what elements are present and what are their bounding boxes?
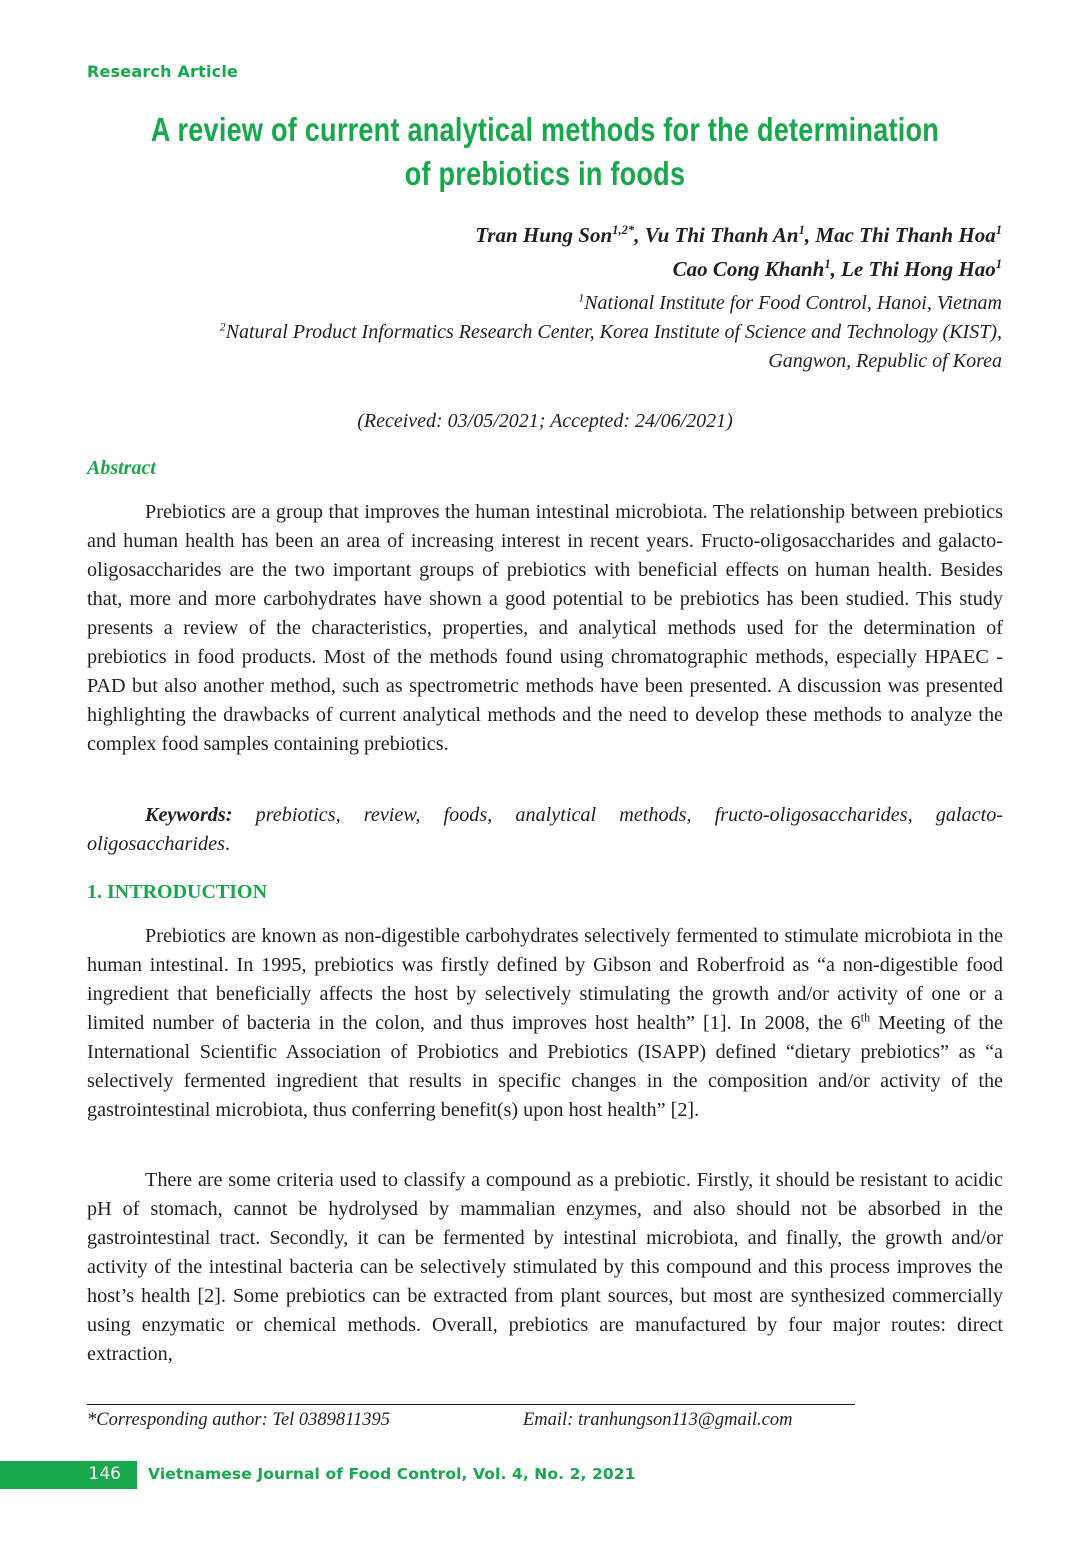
ordinal-sup: th [860, 1010, 871, 1025]
article-type-label: Research Article [87, 62, 239, 81]
keywords-paragraph [87, 801, 1003, 859]
journal-citation: Vietnamese Journal of Food Control, Vol. 4, No. 2, 2021 [148, 1465, 636, 1483]
footnote-divider [87, 1404, 855, 1405]
author-list [42, 218, 1002, 286]
author-line-1: Tran Hung Son$^{1,2*}$, Vu Thi Thanh An$^1$, Mac Thi Thanh Hoa$^1$ [475, 223, 1002, 247]
author-affil-sup: 1 [995, 257, 1002, 271]
affil-text: Natural Product Informatics Research Center, Korea Institute of Science and Technology (KIST), [225, 321, 1002, 343]
author-name: Mac Thi Thanh Hoa [815, 223, 996, 247]
paragraph [87, 922, 1003, 1125]
abstract-heading: Abstract [87, 457, 156, 479]
keywords-list: prebiotics, review, foods, analytical methods, fructo-oligosaccharides, galacto-oligosaccharides [87, 804, 1004, 855]
abstract-body [87, 498, 1003, 759]
author-affil-sup: 1 [798, 223, 805, 237]
article-title [147, 108, 942, 196]
page-number-bar [0, 1461, 137, 1489]
keywords-label: Keywords: [145, 804, 233, 826]
author-line-2: Cao Cong Khanh$^1$, Le Thi Hong Hao$^1$ [672, 257, 1002, 281]
author-affil-sup: 1 [995, 223, 1002, 237]
paragraph: There are some criteria used to classify a compound as a prebiotic. Firstly, it should be resistant to acidic pH of stomach, cannot be hydrolysed by mammalian enzymes, and also should not be absorbed in the gastrointestinal tract. Secondly, it can be fermented by intestinal microbiota, and finally, the growth and/or activity of the intestinal bacteria can be selectively stimulated by this compound and this process improves the host’s health [2]. Some prebiotics can be extracted from plant sources, but most are synthesized commercially using enzymatic or chemical methods. Overall, prebiotics are manufactured by four major routes: direct extraction, [87, 1169, 1003, 1365]
affiliation-2-cont: Gangwon, Republic of Korea [768, 350, 1002, 372]
title-line-1: A review of current analytical methods for the determination [150, 111, 940, 148]
author-name: Cao Cong Khanh [672, 257, 825, 281]
author-name: Le Thi Hong Hao [841, 257, 996, 281]
affiliation-2 [42, 318, 1002, 347]
keywords [87, 801, 1003, 859]
section-heading-introduction: 1. INTRODUCTION [87, 881, 268, 903]
introduction-paragraph-2 [87, 1166, 1003, 1369]
footnote [87, 1410, 867, 1431]
affiliation-1 [42, 289, 1002, 318]
keywords-end: . [224, 833, 230, 855]
corresponding-author: *Corresponding author: Tel 0389811395 [87, 1410, 391, 1430]
author-name: Vu Thi Thanh An [644, 223, 799, 247]
abstract-paragraph: Prebiotics are a group that improves the human intestinal microbiota. The relationship between prebiotics and human health has been an area of increasing interest in recent years. Fructo-oligosaccharides and galacto-oligosaccharides are the two important groups of prebiotics with beneficial effects on human health. Besides that, more and more carbohydrates have shown a good potential to be prebiotics has been studied. This study presents a review of the characteristics, properties, and analytical methods used for the determination of prebiotics in food products. Most of the methods found using chromatographic methods, especially HPAEC - PAD but also another method, such as spectrometric methods have been presented. A discussion was presented highlighting the drawbacks of current analytical methods and the need to develop these methods to analyze the complex food samples containing prebiotics. [87, 501, 1003, 755]
author-affil-sup: 1,2* [612, 223, 635, 237]
page-number: 146 [88, 1464, 121, 1484]
dates-text: (Received: 03/05/2021; Accepted: 24/06/2021) [357, 410, 733, 432]
affil-sup: 2 [219, 319, 226, 334]
title-line-2: of prebiotics in foods [404, 155, 686, 192]
corresponding-email: Email: tranhungson113@gmail.com [523, 1410, 793, 1430]
paragraph-text: Meeting of the International Scientific Association of Probiotics and Prebiotics (ISAPP) defined “dietary prebiotics” as “a selectively fermented ingredient that results in specific changes in the composition and/or activity of the gastrointestinal microbiota, thus conferring benefit(s) upon host health” [2]. [87, 1012, 1003, 1121]
affiliations [42, 289, 1002, 376]
paragraph-text: Prebiotics are known as non-digestible carbohydrates selectively fermented to stimulate microbiota in the human intestinal. In 1995, prebiotics was firstly defined by Gibson and Roberfroid as “a non-digestible food ingredient that beneficially affects the host by selectively stimulating the growth and/or activity of one or a limited number of bacteria in the colon, and thus improves host health” [1]. In 2008, the 6 [87, 925, 1003, 1034]
author-affil-sup: 1 [824, 257, 831, 271]
affil-text: National Institute for Food Control, Hanoi, Vietnam [584, 292, 1002, 314]
introduction-paragraph-1 [87, 922, 1003, 1125]
author-name: Tran Hung Son [475, 223, 613, 247]
affil-sup: 1 [578, 290, 585, 305]
received-accepted-dates [0, 410, 1090, 433]
